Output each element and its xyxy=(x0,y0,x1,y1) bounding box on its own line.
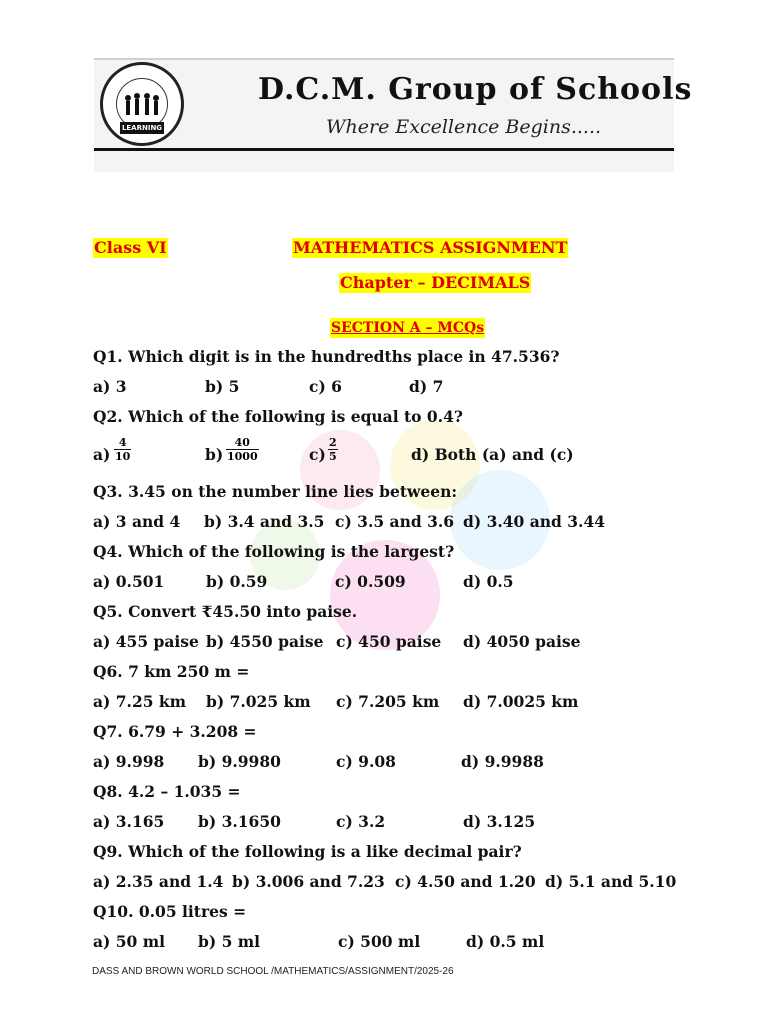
question-1: Q1. Which digit is in the hundredths place in 47.536? xyxy=(93,347,560,366)
q6-option-d: d) 7.0025 km xyxy=(463,692,579,711)
q7-option-a: a) 9.998 xyxy=(93,752,165,771)
q5-option-d: d) 4050 paise xyxy=(463,632,581,651)
question-10: Q10. 0.05 litres = xyxy=(93,902,247,921)
q7-option-c: c) 9.08 xyxy=(336,752,396,771)
q1-option-d: d) 7 xyxy=(409,377,444,396)
section-title: SECTION A – MCQs xyxy=(331,320,485,336)
q6-option-b: b) 7.025 km xyxy=(206,692,311,711)
question-3: Q3. 3.45 on the number line lies between: xyxy=(93,482,458,501)
school-tagline: Where Excellence Begins..... xyxy=(326,116,602,138)
q6-option-a: a) 7.25 km xyxy=(93,692,187,711)
school-name: D.C.M. Group of Schools xyxy=(258,72,693,107)
q10-option-c: c) 500 ml xyxy=(338,932,421,951)
q9-option-c: c) 4.50 and 1.20 xyxy=(395,872,536,891)
q2-option-a: a) xyxy=(93,445,111,464)
question-4: Q4. Which of the following is the largest? xyxy=(93,542,455,561)
header-divider xyxy=(94,148,674,151)
q2-fraction-b-numerator: 40 xyxy=(234,436,250,449)
q9-option-b: b) 3.006 and 7.23 xyxy=(232,872,385,891)
q2-option-d: d) Both (a) and (c) xyxy=(411,445,574,464)
chapter-title: Chapter – DECIMALS xyxy=(340,273,531,292)
q2-fraction-a-numerator: 4 xyxy=(118,436,127,449)
assignment-title: MATHEMATICS ASSIGNMENT xyxy=(293,238,568,257)
q8-option-b: b) 3.1650 xyxy=(198,812,281,831)
question-7: Q7. 6.79 + 3.208 = xyxy=(93,722,257,741)
q2-option-c: c) xyxy=(309,445,326,464)
question-6: Q6. 7 km 250 m = xyxy=(93,662,250,681)
class-label: Class VI xyxy=(94,238,167,257)
question-5: Q5. Convert ₹45.50 into paise. xyxy=(93,602,358,621)
q5-option-b: b) 4550 paise xyxy=(206,632,324,651)
q4-option-c: c) 0.509 xyxy=(335,572,406,591)
q9-option-a: a) 2.35 and 1.4 xyxy=(93,872,224,891)
q7-option-b: b) 9.9980 xyxy=(198,752,281,771)
q2-fraction-a xyxy=(114,436,131,463)
q6-option-c: c) 7.205 km xyxy=(336,692,440,711)
q1-option-b: b) 5 xyxy=(205,377,240,396)
q2-option-b: b) xyxy=(205,445,224,464)
q4-option-a: a) 0.501 xyxy=(93,572,165,591)
q10-option-b: b) 5 ml xyxy=(198,932,261,951)
question-8: Q8. 4.2 – 1.035 = xyxy=(93,782,241,801)
q2-fraction-c xyxy=(328,436,338,463)
page-footer: DASS AND BROWN WORLD SCHOOL /MATHEMATICS/ASSIGNMENT/2025-26 xyxy=(92,966,454,977)
q1-option-c: c) 6 xyxy=(309,377,342,396)
q10-option-d: d) 0.5 ml xyxy=(466,932,545,951)
q2-fraction-c-denominator: 5 xyxy=(329,450,337,463)
q3-option-c: c) 3.5 and 3.6 xyxy=(335,512,455,531)
q10-option-a: a) 50 ml xyxy=(93,932,166,951)
q2-fraction-c-numerator: 2 xyxy=(329,436,337,449)
q2-fraction-a-denominator: 10 xyxy=(115,450,131,463)
q4-option-d: d) 0.5 xyxy=(463,572,514,591)
question-9: Q9. Which of the following is a like decimal pair? xyxy=(93,842,522,861)
q3-option-b: b) 3.4 and 3.5 xyxy=(204,512,325,531)
seal-badge-text: LEARNING xyxy=(121,124,163,132)
q9-option-d: d) 5.1 and 5.10 xyxy=(545,872,677,891)
q7-option-d: d) 9.9988 xyxy=(461,752,544,771)
q8-option-a: a) 3.165 xyxy=(93,812,165,831)
question-2: Q2. Which of the following is equal to 0.4? xyxy=(93,407,463,426)
q3-option-a: a) 3 and 4 xyxy=(93,512,181,531)
q3-option-d: d) 3.40 and 3.44 xyxy=(463,512,606,531)
q2-fraction-b-denominator: 1000 xyxy=(227,450,258,463)
q8-option-d: d) 3.125 xyxy=(463,812,536,831)
q5-option-a: a) 455 paise xyxy=(93,632,199,651)
q2-fraction-b xyxy=(226,436,259,463)
seal-figures-icon xyxy=(122,92,162,120)
q5-option-c: c) 450 paise xyxy=(336,632,442,651)
q1-option-a: a) 3 xyxy=(93,377,127,396)
q8-option-c: c) 3.2 xyxy=(336,812,386,831)
q4-option-b: b) 0.59 xyxy=(206,572,268,591)
